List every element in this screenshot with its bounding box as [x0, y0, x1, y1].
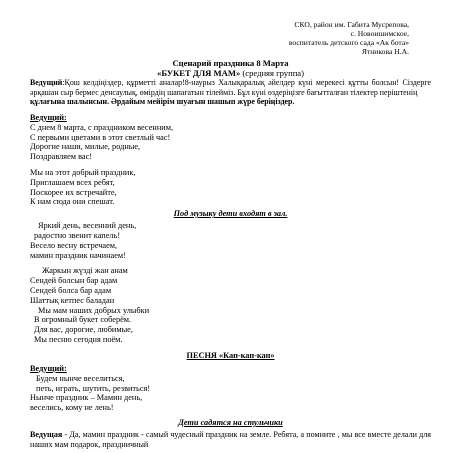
verse-line: радостно звенит капель! — [34, 230, 121, 240]
verse-block-3 — [30, 221, 431, 260]
header-line: Ятникова Н.А. — [361, 47, 409, 56]
verse-line: Для вас, дорогие, любимые, — [34, 325, 133, 335]
verse-line: Поскорее их встречайте, — [30, 187, 117, 197]
intro-bold-line: құлағына шалынсын. Әрдайым мейірім шуағын шашып жүре беріңіздер. — [30, 97, 295, 107]
verse-block-4 — [30, 266, 431, 344]
verse-line: Сендей болса бар адам — [30, 285, 112, 295]
verse-line: Шаттық кетпес баладан — [30, 295, 115, 305]
verse-line: Яркий день, весенний день, — [38, 221, 137, 231]
author-header — [30, 20, 431, 56]
verse-line: С днем 8 марта, с праздником весенним, — [30, 122, 174, 132]
verse-line: С первыми цветами в этот светлый час! — [30, 132, 171, 142]
final-text: - Да, мамин праздник - самый чудесный праздник на земле. Ребята, а помните , мы все вместе делали для наших мам подарок, праздничный — [30, 429, 431, 449]
verse-line: Будем нынче веселиться, — [36, 373, 125, 383]
header-line: с. Новоишимское, — [350, 29, 409, 38]
final-paragraph — [30, 430, 431, 450]
verse-line: В огромный букет соберём. — [34, 315, 132, 325]
subtitle-bold: «БУКЕТ ДЛЯ МАМ» — [157, 68, 241, 78]
verse-line: Нынче праздник – Мамин день, — [30, 393, 143, 403]
verse-block-1 — [30, 113, 431, 162]
verse-line: мамин праздник начинаем! — [30, 250, 126, 260]
intro-paragraph — [30, 78, 431, 97]
verse-line: Жаркын жүзді жан анам — [42, 266, 128, 276]
speaker-label: Ведущий: — [30, 363, 67, 373]
verse-line: К нам сюда они спешат. — [30, 197, 115, 207]
verse-block-2 — [30, 168, 431, 207]
verse-line: Мы песню сегодня поём. — [34, 334, 123, 344]
verse-line: Приглашаем всех ребят, — [30, 177, 115, 187]
final-label: Ведущая — [30, 429, 63, 439]
verse-line: Поздравляем вас! — [30, 152, 93, 162]
header-line: воспитатель детского сада «Ак бота» — [288, 38, 409, 47]
verse-line: Дорогие наши, милые, родные, — [30, 142, 141, 152]
stage-direction: Дети садятся на стульчики — [178, 417, 283, 427]
song-name: «Кап-кап-кап» — [219, 350, 275, 360]
verse-line: петь, играть, шутить, резвиться! — [36, 383, 151, 393]
intro-text: :Қош келдіңіздер, құрметті аналар!8-наурыз Халықаралық әйелдер күні мерекесі құтты болсын! Сіздерге әрқашан сыр бермес денсаулық, өмірдің шапағатын тілейміз. Бұл күні өздеріңізге бағытталған тілектер періштенің — [30, 78, 431, 97]
verse-line: Весело весну встречаем, — [30, 240, 118, 250]
verse-line: Мы мам наших добрых улыбки — [38, 305, 150, 315]
verse-line: веселись, кому не лень! — [30, 403, 114, 413]
verse-block-5 — [30, 364, 431, 413]
subtitle-rest: (средняя группа) — [240, 68, 304, 78]
song-title — [30, 351, 431, 361]
stage-direction: Под музыку дети входят в зал. — [173, 209, 288, 219]
verse-line: Мы на этот добрый праздник, — [30, 167, 136, 177]
header-line: СКО, район им. Габита Мусрепова, — [294, 20, 409, 29]
verse-line: Сендей болсын бар адам — [30, 276, 118, 286]
intro-label: Ведущий — [30, 78, 63, 87]
speaker-label: Ведущий: — [30, 112, 67, 122]
document-subtitle — [30, 68, 431, 78]
document-title: Сценарий праздника 8 Марта — [172, 58, 289, 68]
song-prefix: ПЕСНЯ — [186, 350, 219, 360]
